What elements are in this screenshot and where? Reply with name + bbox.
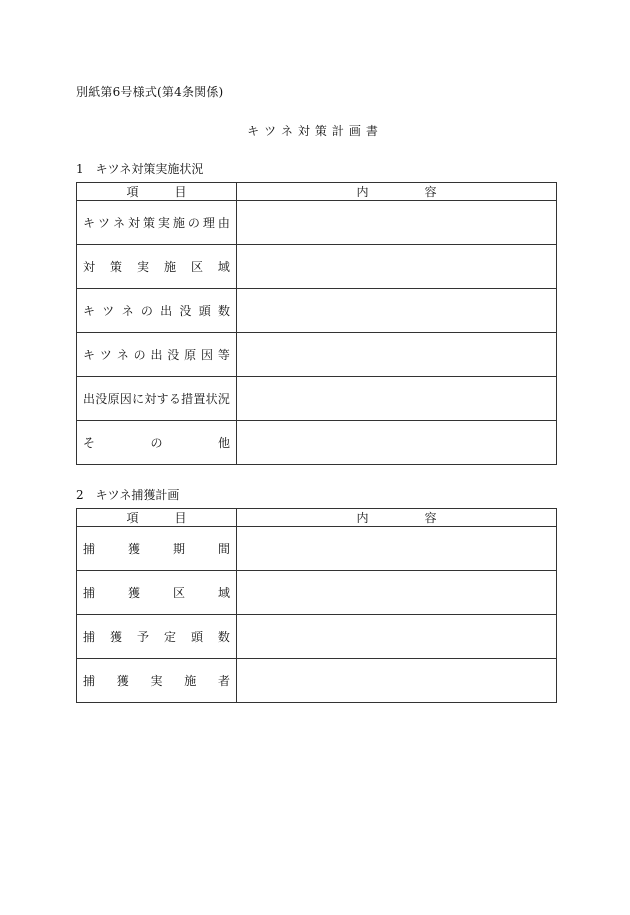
- table-row: [77, 421, 557, 465]
- row-content-cell[interactable]: [237, 615, 557, 659]
- table-row: [77, 289, 557, 333]
- row-content-cell[interactable]: [237, 659, 557, 703]
- row-label-cell: [77, 333, 237, 377]
- header-item-label: 項 目: [126, 185, 187, 199]
- table-row: [77, 571, 557, 615]
- section-1-heading: 1 キツネ対策実施状況: [76, 162, 204, 176]
- row-label: そ の 他: [83, 436, 230, 450]
- row-label-cell: [77, 377, 237, 421]
- row-content-cell[interactable]: [237, 289, 557, 333]
- table-row: [77, 659, 557, 703]
- table-row: [77, 201, 557, 245]
- header-item-cell: [77, 183, 237, 201]
- row-label: キ ツ ネ の 出 没 頭 数: [83, 304, 230, 318]
- table-row: [77, 527, 557, 571]
- row-label: キ ツ ネ の 出 没 原 因 等: [83, 348, 230, 362]
- row-label: キ ツ ネ 対 策 実 施 の 理 由: [83, 216, 230, 230]
- header-item-cell: [77, 509, 237, 527]
- row-label: 捕 獲 期 間: [83, 542, 230, 556]
- row-content-cell[interactable]: [237, 421, 557, 465]
- document-title: キツネ対策計画書: [247, 124, 383, 138]
- table-header-row: [77, 183, 557, 201]
- row-content-cell[interactable]: [237, 333, 557, 377]
- row-label-cell: [77, 527, 237, 571]
- row-label: 捕 獲 実 施 者: [83, 674, 230, 688]
- row-label-cell: [77, 571, 237, 615]
- table-header-row: [77, 509, 557, 527]
- header-item-label: 項 目: [126, 511, 187, 525]
- row-label-cell: [77, 245, 237, 289]
- header-content-label: 内 容: [356, 185, 437, 199]
- table-row: [77, 377, 557, 421]
- row-content-cell[interactable]: [237, 245, 557, 289]
- table-row: [77, 615, 557, 659]
- section-2-table: [76, 508, 557, 703]
- section-2-heading: 2 キツネ捕獲計画: [76, 488, 180, 502]
- section-1-table: [76, 182, 557, 465]
- row-label: 捕 獲 予 定 頭 数: [83, 630, 230, 644]
- form-identifier: 別紙第6号様式(第4条関係): [76, 85, 224, 99]
- row-label-cell: [77, 615, 237, 659]
- row-label: 捕 獲 区 域: [83, 586, 230, 600]
- row-content-cell[interactable]: [237, 571, 557, 615]
- header-content-label: 内 容: [356, 511, 437, 525]
- row-label-cell: [77, 201, 237, 245]
- row-content-cell[interactable]: [237, 201, 557, 245]
- row-label: 対 策 実 施 区 域: [83, 260, 230, 274]
- row-label-cell: [77, 421, 237, 465]
- row-label-cell: [77, 659, 237, 703]
- row-label: 出 没 原 因 に 対 す る 措 置 状 況: [83, 392, 230, 406]
- table-row: [77, 245, 557, 289]
- header-content-cell: [237, 509, 557, 527]
- header-content-cell: [237, 183, 557, 201]
- row-content-cell[interactable]: [237, 377, 557, 421]
- row-label-cell: [77, 289, 237, 333]
- row-content-cell[interactable]: [237, 527, 557, 571]
- table-row: [77, 333, 557, 377]
